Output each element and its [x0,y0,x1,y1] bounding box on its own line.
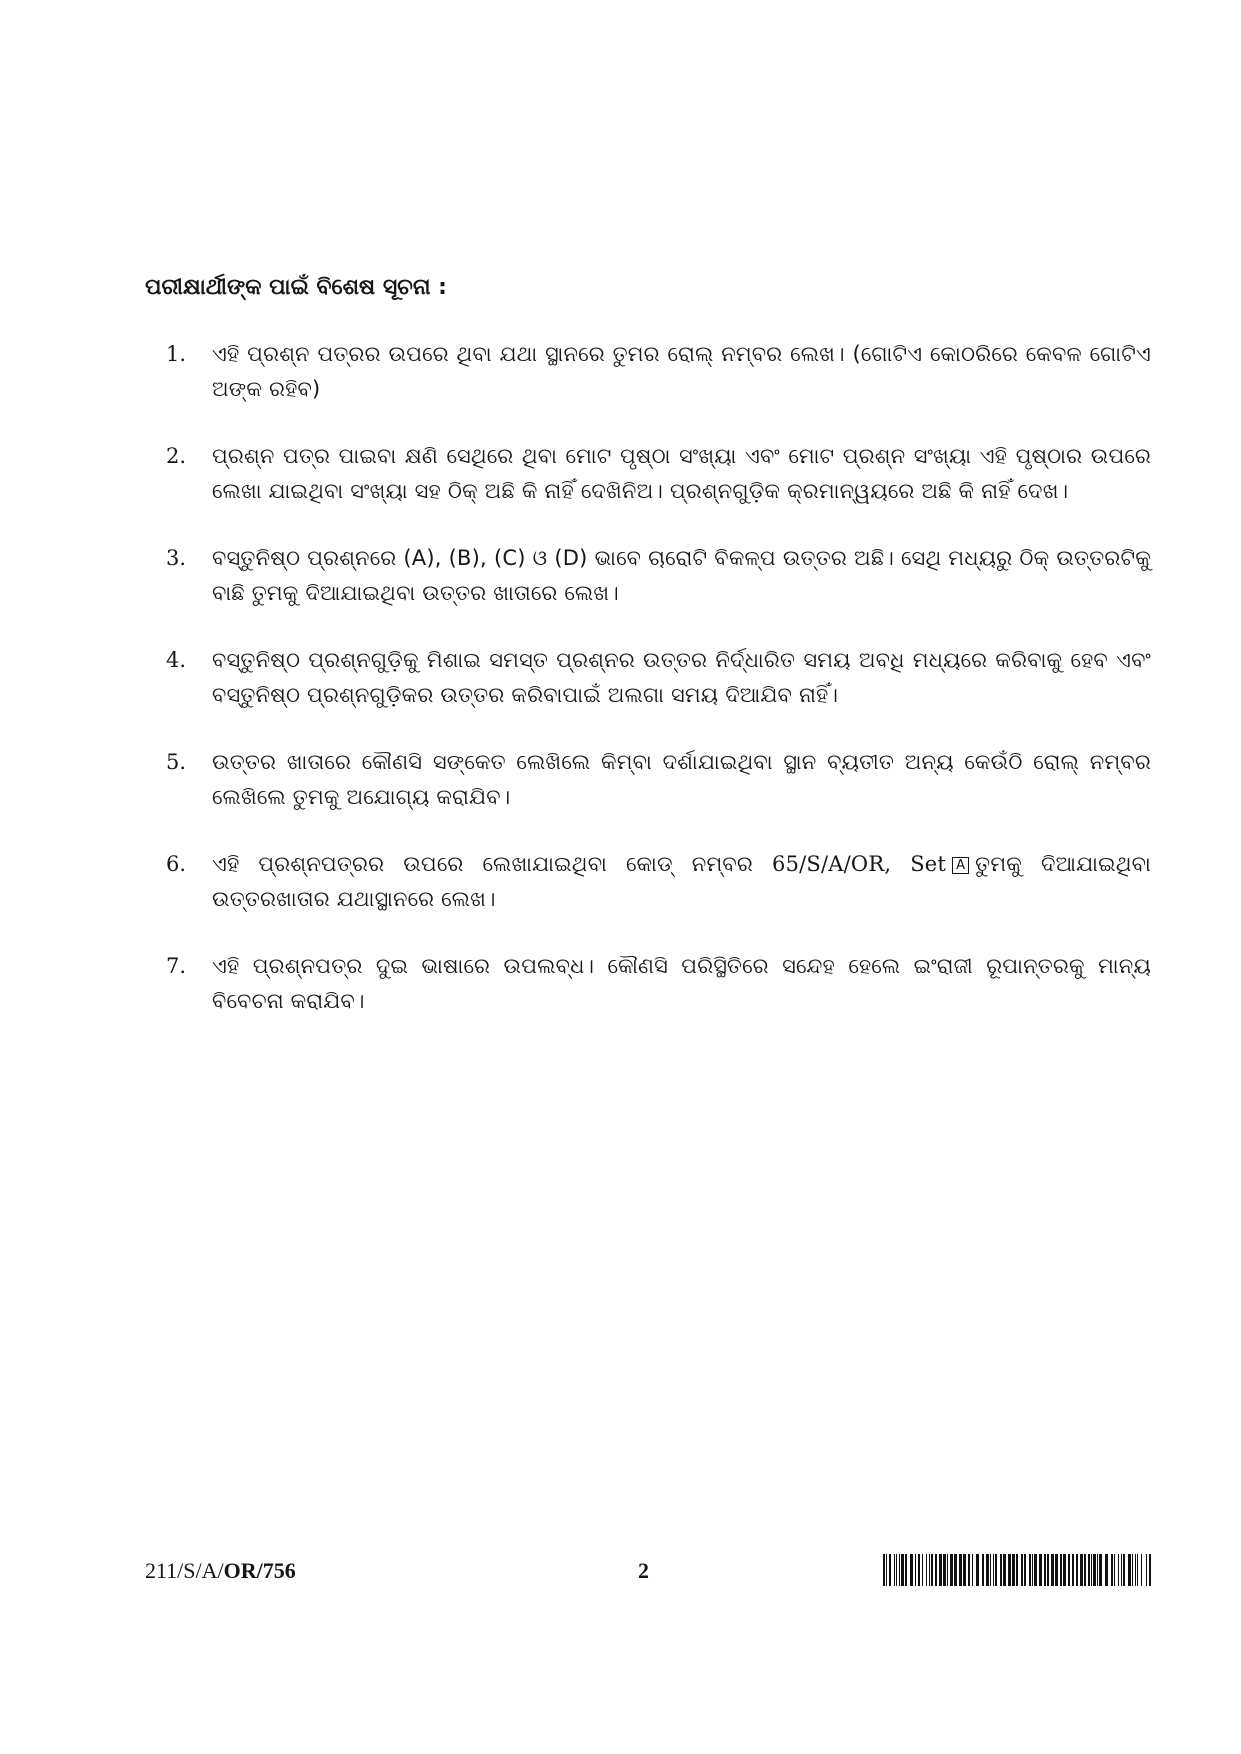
set-letter-box: A [952,857,969,874]
barcode-bar [889,1554,891,1586]
barcode-bar [1039,1554,1042,1586]
barcode-bar [939,1554,942,1586]
barcode-bar [982,1554,984,1586]
instruction-item [166,541,1151,611]
barcode-bar [1076,1554,1078,1586]
instruction-item [166,745,1151,815]
barcode-bar [943,1554,946,1586]
barcode-bar [1072,1554,1074,1586]
barcode-bar [922,1554,923,1586]
item-number: 6. [166,852,187,876]
barcode-bar [1135,1554,1136,1586]
barcode-bar [959,1554,962,1586]
barcode-bar [1149,1554,1151,1586]
instruction-item [166,439,1151,509]
barcode-bar [976,1554,979,1586]
barcode-bar [926,1554,927,1586]
barcode-bar [1118,1554,1119,1586]
barcode-bar [1063,1554,1066,1586]
barcode-bar [910,1554,913,1586]
barcode-bar [990,1554,991,1586]
barcode-bar [899,1554,900,1586]
barcode-bar [1047,1554,1049,1586]
instruction-item [166,949,1151,1019]
instruction-item [166,337,1151,407]
barcode-bar [935,1554,937,1586]
barcode-bar [1084,1554,1086,1586]
instruction-item [166,643,1151,713]
barcode-bar [931,1554,933,1586]
item-number: 2. [166,444,187,468]
item-text-before: ଏହି ପ୍ରଶ୍ନପତ୍ରର ଉପରେ ଲେଖାଯାଇଥିବା କୋଡ୍ ନମ୍ବର [212,852,754,876]
barcode-bar [1111,1554,1113,1586]
barcode-bar [986,1554,989,1586]
barcode-bar [894,1554,895,1586]
item-text [212,847,1151,917]
barcode-bar [972,1554,973,1586]
instructions-list [166,337,1151,1051]
barcode-bar [1024,1554,1026,1586]
barcode-bar [901,1554,904,1586]
barcode-bar [1114,1554,1115,1586]
barcode-bar [883,1554,885,1586]
barcode-bar [1080,1554,1083,1586]
question-paper-code: 65/S/A/OR, Set [772,852,947,876]
footer-paper-code [145,1557,296,1585]
item-number: 5. [166,750,187,774]
barcode-bar [1016,1554,1018,1586]
page-number: 2 [638,1558,649,1583]
barcode-bar [1021,1554,1023,1586]
item-text: ବସ୍ତୁନିଷ୍ଠ ପ୍ରଶ୍ନଗୁଡ଼ିକୁ ମିଶାଇ ସମସ୍ତ ପ୍ରଶ୍ନର ଉତ୍ତର ନିର୍ଦ୍ଧାରିତ ସମୟ ଅବଧି ମଧ୍ୟରେ କରିବାକୁ ହେବ ଏବଂ ବସ୍ତୁନିଷ୍ଠ ପ୍ରଶ୍ନଗୁଡ଼ିକର ଉତ୍ତର କରିବାପାଇଁ ଅଲଗା ସମୟ ଦିଆଯିବ ନାହିଁ। [212,648,1151,707]
barcode-bar [968,1554,970,1586]
item-text: ଏହି ପ୍ରଶ୍ନପତ୍ର ଦୁଇ ଭାଷାରେ ଉପଲବ୍ଧ। କୌଣସି ପରିସ୍ଥିତିରେ ସନ୍ଦେହ ହେଲେ ଇଂରାଜୀ ରୂପାନ୍ତରକୁ ମାନ୍ୟ ବିବେଚନା କରାଯିବ। [212,954,1151,1013]
barcode-bar [1105,1554,1108,1586]
barcode-bar [954,1554,957,1586]
item-number: 4. [166,648,187,672]
barcode-bar [905,1554,907,1586]
barcode-bar [1003,1554,1006,1586]
instructions-heading: ପରୀକ୍ଷାର୍ଥୀଙ୍କ ପାଇଁ ବିଶେଷ ସୂଚନା : [145,275,447,300]
barcode-bar [1091,1554,1092,1586]
barcode-bar [1029,1554,1031,1586]
barcode-bar [1137,1554,1138,1586]
barcode-bar [1093,1554,1096,1586]
item-number: 7. [166,954,187,978]
item-number: 1. [166,342,187,366]
barcode-bar [1000,1554,1002,1586]
footer-code-bold: OR/756 [223,1558,296,1583]
barcode-bar [915,1554,916,1586]
item-text-after: ତୁମକୁ ଦିଆଯାଇଥିବା ଉତ୍ତରଖାତାର ଯଥାସ୍ଥାନରେ ଲେଖ। [212,852,1151,911]
item-text: ଉତ୍ତର ଖାତାରେ କୌଣସି ସଙ୍କେତ ଲେଖିଲେ କିମ୍ବା ଦର୍ଶାଯାଇଥିବା ସ୍ଥାନ ବ୍ୟତୀତ ଅନ୍ୟ କେଉଁଠି ରୋଲ୍ ନମ୍ବର ଲେଖିଲେ ତୁମକୁ ଅଯୋଗ୍ୟ କରାଯିବ। [212,750,1151,809]
barcode-bar [1012,1554,1015,1586]
barcode [883,1554,1151,1586]
barcode-bar [993,1554,994,1586]
item-text: ପ୍ରଶ୍ନ ପତ୍ର ପାଇବା କ୍ଷଣି ସେଥିରେ ଥିବା ମୋଟ ପୃଷ୍ଠା ସଂଖ୍ୟା ଏବଂ ମୋଟ ପ୍ରଶ୍ନ ସଂଖ୍ୟା ଏହି ପୃଷ୍ଠାର ଉପରେ ଲେଖା ଯାଇଥିବା ସଂଖ୍ୟା ସହ ଠିକ୍ ଅଛି କି ନାହିଁ ଦେଖିନିଅ। ପ୍ରଶ୍ନଗୁଡ଼ିକ କ୍ରମାନ୍ୱୟରେ ଅଛି କି ନାହିଁ ଦେଖ। [212,444,1151,503]
barcode-bar [1051,1554,1054,1586]
barcode-bar [896,1554,897,1586]
barcode-bar [1128,1554,1131,1586]
barcode-bar [1123,1554,1125,1586]
barcode-bar [1088,1554,1090,1586]
item-number: 3. [166,546,187,570]
barcode-bar [1141,1554,1142,1586]
barcode-bar [950,1554,953,1586]
barcode-bar [1060,1554,1062,1586]
footer-code-prefix: 211/S/A/ [145,1558,224,1583]
barcode-bar [963,1554,966,1586]
barcode-bar [918,1554,920,1586]
barcode-bar [1146,1554,1147,1586]
barcode-bar [1034,1554,1037,1586]
barcode-bar [1032,1554,1033,1586]
barcode-bar [1121,1554,1122,1586]
barcode-bar [1068,1554,1070,1586]
barcode-bar [1097,1554,1098,1586]
item-text: ବସ୍ତୁନିଷ୍ଠ ପ୍ରଶ୍ନରେ (A), (B), (C) ଓ (D) ଭାବେ ଚାରୋଟି ବିକଳ୍ପ ଉତ୍ତର ଅଛି। ସେଥି ମଧ୍ୟରୁ ଠିକ୍ ଉତ୍ତରଟିକୁ ବାଛି ତୁମକୁ ଦିଆଯାଇଥିବା ଉତ୍ତର ଖାତାରେ ଲେଖ। [212,546,1151,605]
barcode-bar [1008,1554,1011,1586]
barcode-bar [886,1554,887,1586]
instruction-item [166,847,1151,917]
barcode-bar [929,1554,930,1586]
barcode-bar [947,1554,948,1586]
barcode-bar [1132,1554,1133,1586]
barcode-bar [1044,1554,1046,1586]
item-text: ଏହି ପ୍ରଶ୍ନ ପତ୍ରର ଉପରେ ଥିବା ଯଥା ସ୍ଥାନରେ ତୁମର ରୋଲ୍ ନମ୍ବର ଲେଖ। (ଗୋଟିଏ କୋଠରିରେ କେବଳ ଗୋଟିଏ ଅଙ୍କ ରହିବ) [212,342,1151,401]
barcode-bar [1055,1554,1058,1586]
barcode-bar [995,1554,997,1586]
barcode-bar [1099,1554,1102,1586]
